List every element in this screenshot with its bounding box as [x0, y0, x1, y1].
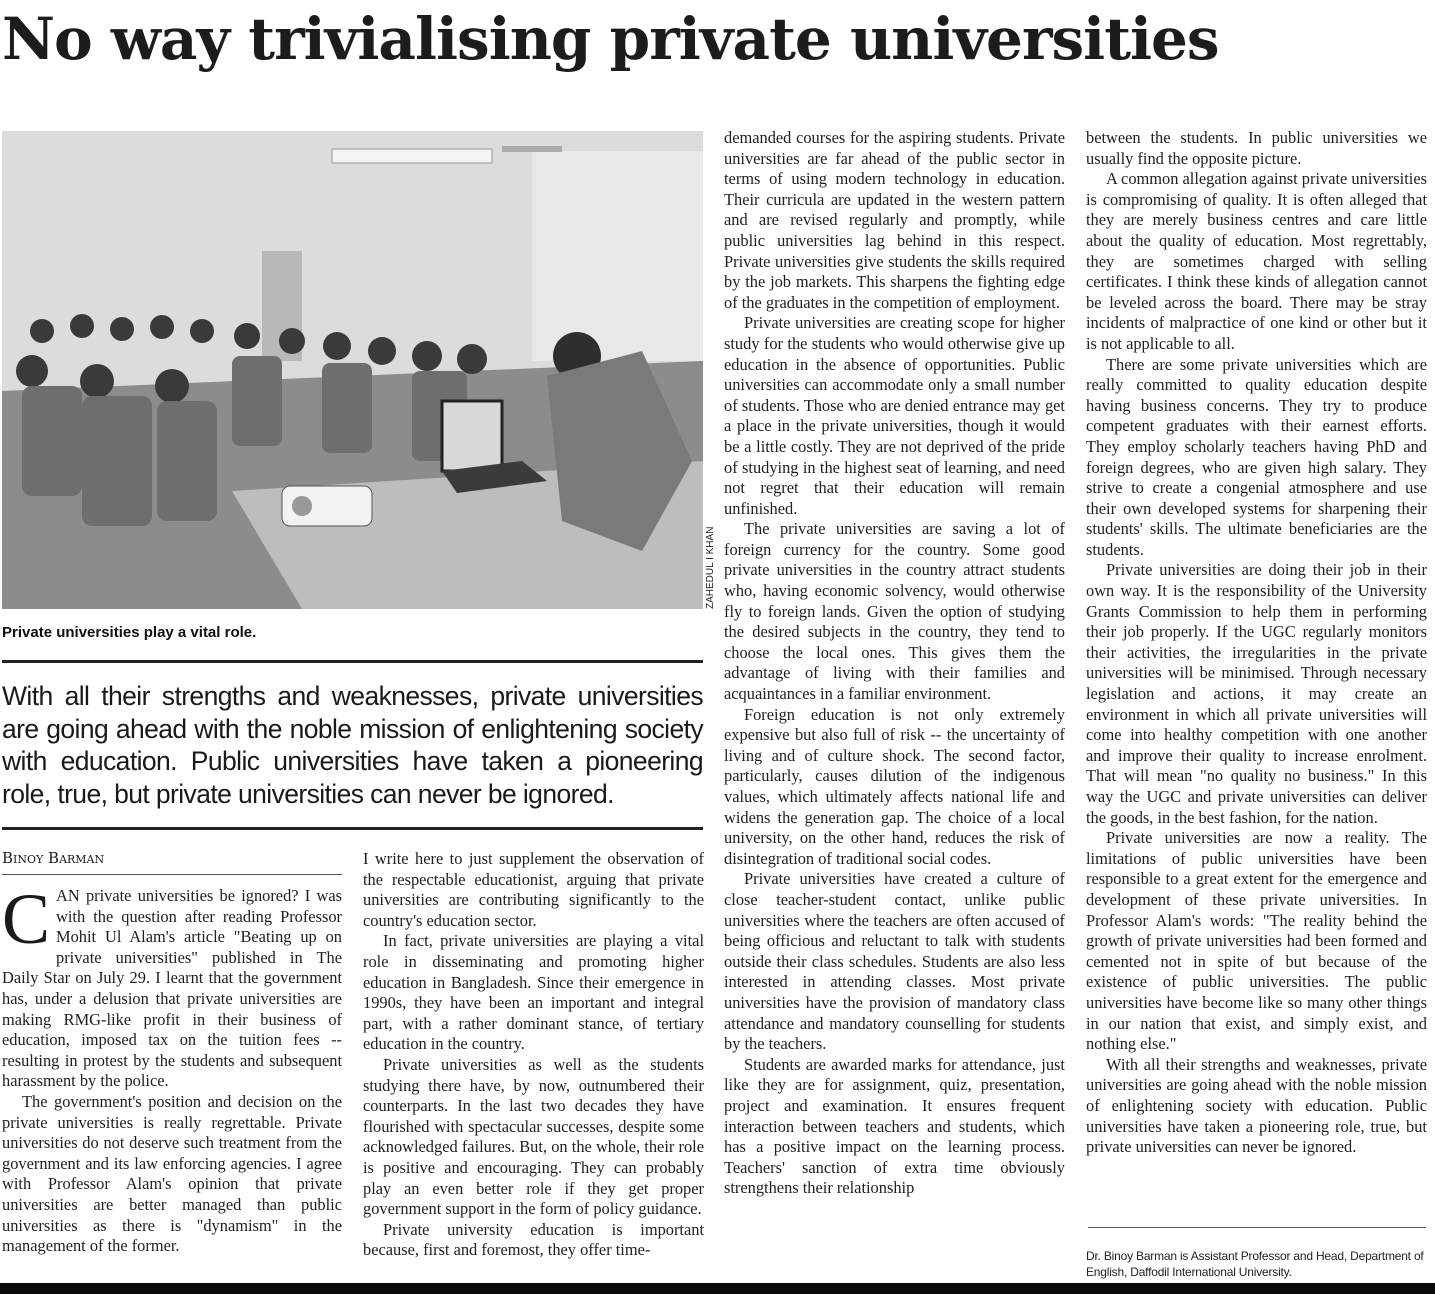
article-paragraph: With all their strengths and weaknesses, private universities are going ahead with the noble mission of enlightening society with education. Public universities have taken a pioneering role, true, but private universities can never be ignored. [1086, 1054, 1427, 1157]
pullquote-top-rule [2, 660, 703, 663]
photo-credit: ZAHEDUL I KHAN [705, 526, 716, 609]
article-paragraph: Foreign education is not only extremely expensive but also full of risk -- the uncertainty of living and of culture shock. The second factor, particularly, causes dilution of the indigenous values, which ultimately affects national life and widens the generation gap. The choice of a local university, on the other hand, reduces the risk of disintegration of traditional social codes. [724, 704, 1065, 868]
article-paragraph: Private university education is important because, first and foremost, they offer time- [363, 1219, 704, 1260]
article-paragraph: The private universities are saving a lot of foreign currency for the country. Some good private universities in the country attract students who, having economic solvency, would otherwise fly to foreign lands. Given the option of studying the desired subjects in the country, they tend to choose the local ones. This gives them the advantage of living with their families and acquaintances in a familiar environment. [724, 519, 1065, 704]
article-paragraph: Private universities are creating scope for higher study for the students who would otherwise give up education in the absence of opportunities. Public universities can accommodate only a small number of students. Those who are denied entrance may get a place in the private universities, though it would be a little costly. They are not deprived of the pride of studying in the highest seat of learning, and need not regret that their education will remain unfinished. [724, 313, 1065, 518]
drop-cap: C [2, 886, 51, 959]
article-column-2 [363, 849, 704, 1283]
article-paragraph: Private universities as well as the students studying there have, by now, outnumbered their counterparts. In the last two decades they have flourished with spectacular successes, despite some acknowledged failures. But, on the whole, their role is positive and encouraging. They can probably play an even better role if they get proper government support in the form of policy guidance. [363, 1054, 704, 1219]
article-column-4 [1086, 128, 1427, 1208]
bio-rule [1088, 1227, 1426, 1228]
article-paragraph: Students are awarded marks for attendance, just like they are for assignment, quiz, presentation, project and examination. It ensures frequent interaction between teachers and students, which has a positive impact on the learning process. Teachers' sanction of extra time obviously strengthens their relationship [724, 1054, 1065, 1198]
article-column-1 [2, 886, 342, 1283]
headline: No way trivialising private universities [2, 5, 1219, 73]
classroom-photo [2, 131, 703, 609]
article-paragraph: In fact, private universities are playing a vital role in disseminating and promoting higher education in Bangladesh. Since their emergence in 1990s, they have been an important and integral part, with a rather dominant stance, of tertiary education in the country. [363, 931, 704, 1054]
photo-caption: Private universities play a vital role. [2, 624, 257, 641]
article-paragraph: I write here to just supplement the observation of the respectable educationist, arguing that private universities are contributing significantly to the country's education sector. [363, 849, 704, 930]
article-paragraph: There are some private universities which are really committed to quality education despite having business concerns. They try to produce competent graduates with their earnest efforts. They employ scholarly teachers having PhD and foreign degrees, who are given high salary. They strive to create a congenial atmosphere and use their own developed systems for sharpening their students' skills. The ultimate beneficiaries are the students. [1086, 354, 1427, 559]
article-paragraph: Private universities have created a culture of close teacher-student contact, unlike public universities where the teachers are often accused of being officious and reluctant to talk with students outside their class schedules. Students are also less interested in attending classes. Most private universities have the provision of mandatory class attendance and mandatory counselling for students by the teachers. [724, 869, 1065, 1054]
pullquote: With all their strengths and weaknesses, private universities are going ahead with the noble mission of enlightening society with education. Public universities have taken a pioneering role, true, but private universities can never be ignored. [2, 681, 703, 809]
article-paragraph: Private universities are doing their job in their own way. It is the responsibility of the University Grants Commission to help them in performing their job properly. If the UGC regularly monitors their activities, the irregularities in the private universities will be minimised. Through necessary legislation and actions, it may create an environment in which all private universities will come into healthy competition with one another and improve their quality to increase enrolment. That will mean "no quality no business." In this way the UGC and private universities can deliver the goods, in the best fashion, for the nation. [1086, 560, 1427, 827]
article-column-3 [724, 128, 1065, 1283]
article-paragraph: Private universities are now a reality. The limitations of public universities have been responsible to a great extent for the emergence and development of these private universities. In Professor Alam's words: "The reality behind the growth of private universities had been formed and cemented not in spite of but because of the existence of public universities. The public universities have become like so many other things in our nation that exist, and simply exist, and nothing else." [1086, 828, 1427, 1054]
bottom-border [0, 1283, 1435, 1294]
classroom-photo-illustration [2, 131, 703, 609]
byline: Binoy Barman [2, 849, 105, 867]
pullquote-bottom-rule [2, 827, 703, 830]
article-paragraph: demanded courses for the aspiring students. Private universities are far ahead of the public sector in terms of using modern technology in education. Their curricula are updated in the western pattern and are revised regularly and promptly, while public universities lag behind in this respect. Private universities give students the skills required by the job markets. This sharpens the fighting edge of the graduates in the competition of employment. [724, 128, 1065, 312]
byline-rule [2, 874, 342, 875]
author-bio: Dr. Binoy Barman is Assistant Professor and Head, Department of English, Daffodil International University. [1086, 1249, 1424, 1279]
article-paragraph: AN private universities be ignored? I was with the question after reading Professor Mohit Ul Alam's article "Beating up on private universities" published in The Daily Star on July 29. I learnt that the government has, under a delusion that private universities are making RMG-like profit in their business of education, imposed tax on the tuition fees -- resulting in protest by the students and subsequent harassment by the police. [2, 886, 342, 1091]
article-paragraph: between the students. In public universities we usually find the opposite picture. [1086, 128, 1427, 168]
article-paragraph: A common allegation against private universities is compromising of quality. It is often alleged that they are merely business centres and care little about the quality of education. Most regrettably, they are sometimes charged with selling certificates. I think these kinds of allegation cannot be leveled across the board. There may be stray incidents of malpractice of one kind or other but it is not applicable to all. [1086, 169, 1427, 353]
article-paragraph: The government's position and decision on the private universities is really regrettable. Private universities do not deserve such treatment from the government and its law enforcing agencies. I agree with Professor Alam's opinion that private universities are better managed than public universities as there is "dynamism" in the management of the former. [2, 1091, 342, 1256]
